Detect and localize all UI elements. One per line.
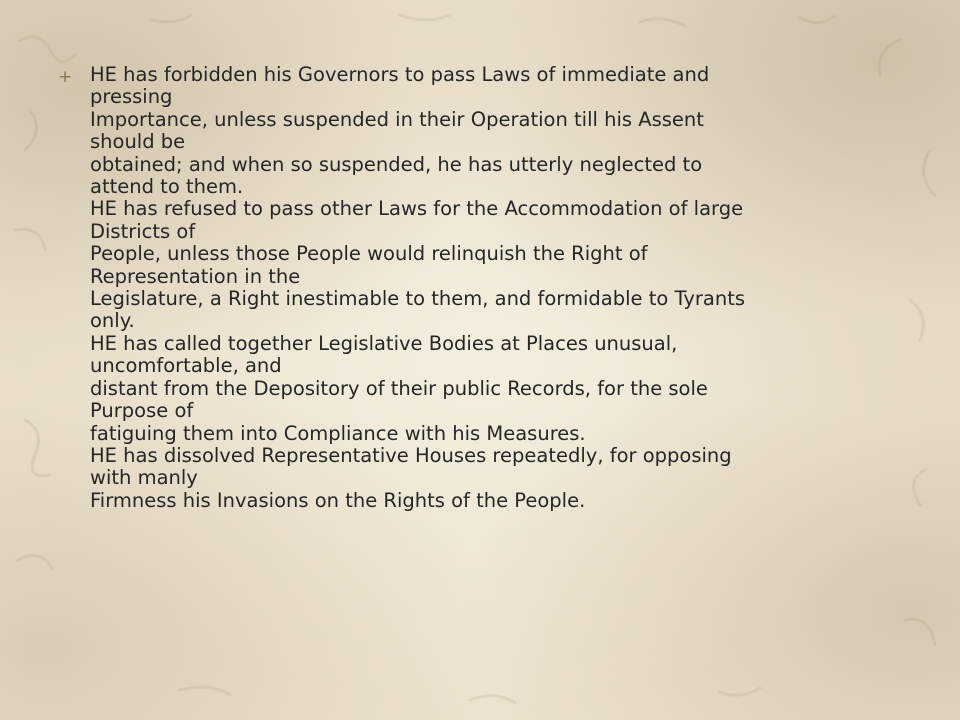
- text-line: HE has refused to pass other Laws for the Accommodation of large: [90, 197, 744, 221]
- text-line: HE has dissolved Representative Houses repeatedly, for opposing: [90, 443, 732, 467]
- text-line: fatiguing them into Compliance with his Measures.: [90, 421, 586, 445]
- text-line: Representation in the: [90, 264, 301, 288]
- text-line: obtained; and when so suspended, he has utterly neglected to: [90, 152, 703, 176]
- bullet-marker: +: [58, 67, 73, 87]
- text-line: distant from the Depository of their public Records, for the sole: [90, 376, 708, 400]
- text-line: should be: [90, 130, 186, 154]
- text-line: pressing: [90, 85, 173, 109]
- text-line: HE has called together Legislative Bodies at Places unusual,: [90, 331, 678, 355]
- text-line: Legislature, a Right inestimable to them, and formidable to Tyrants: [90, 287, 746, 311]
- slide-body-text: [90, 64, 890, 512]
- text-line: Importance, unless suspended in their Operation till his Assent: [90, 107, 704, 131]
- text-line: Purpose of: [90, 399, 194, 423]
- text-line: Districts of: [90, 219, 196, 243]
- text-line: People, unless those People would relinquish the Right of: [90, 242, 648, 266]
- text-line: Firmness his Invasions on the Rights of the People.: [90, 488, 586, 512]
- text-line: attend to them.: [90, 175, 244, 199]
- text-line: HE has forbidden his Governors to pass Laws of immediate and: [90, 63, 710, 86]
- text-line: uncomfortable, and: [90, 354, 282, 378]
- text-line: only.: [90, 309, 135, 333]
- text-line: with manly: [90, 466, 198, 490]
